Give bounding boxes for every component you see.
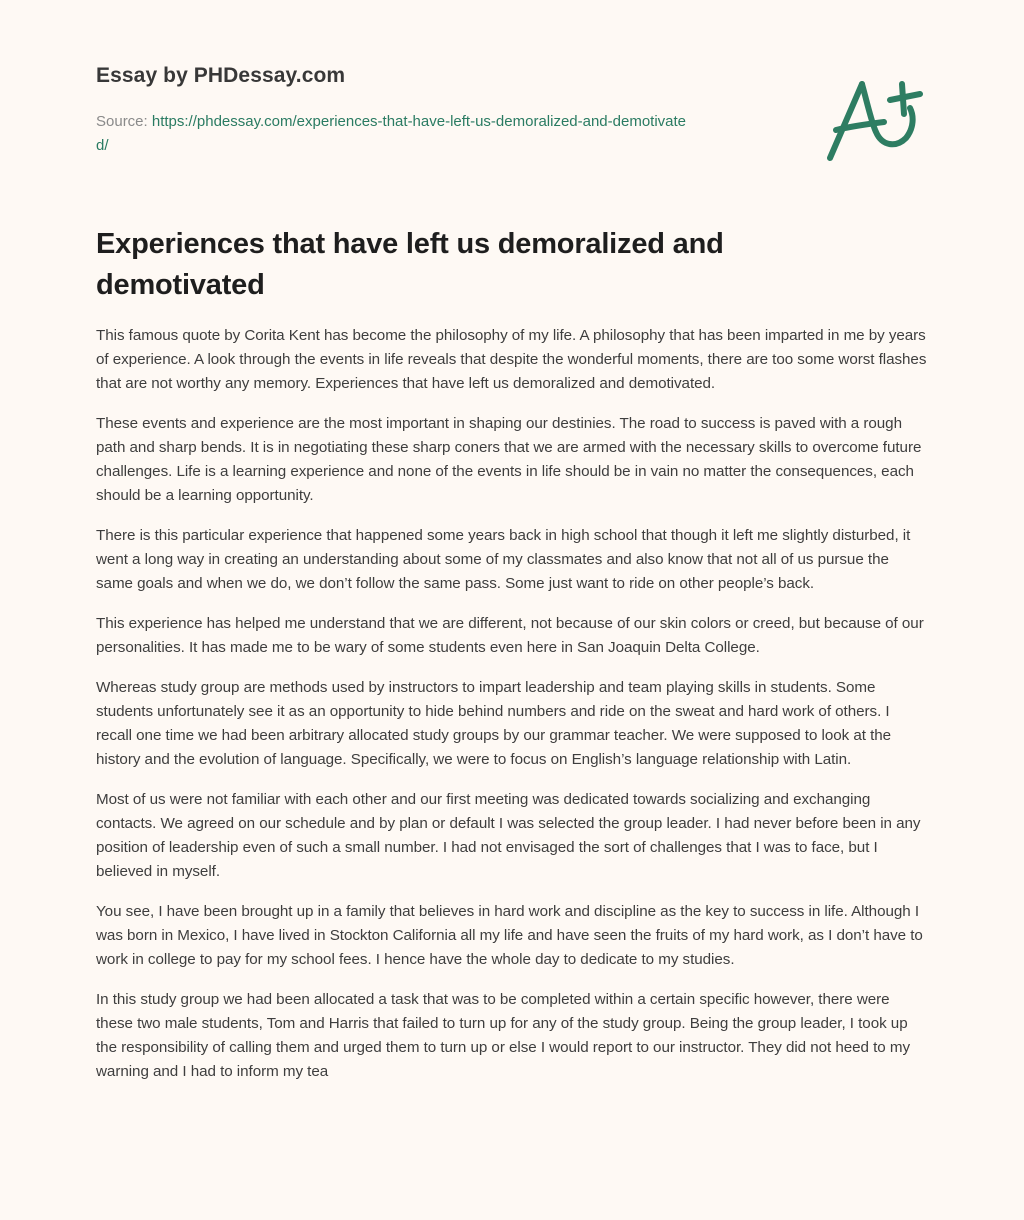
essay-paragraph: Most of us were not familiar with each other and our first meeting was dedicated towards socializing and exchanging contacts. We agreed on our schedule and by plan or default I was selected the group leader. I had never before been in any position of leadership even of such a small number. I had not envisaged the sort of challenges that I was to face, but I believed in myself.	[96, 791, 921, 880]
source-line	[96, 110, 696, 158]
brand-title: Essay by PHDessay.com	[96, 64, 346, 87]
essay-paragraph: You see, I have been brought up in a family that believes in hard work and discipline as the key to success in life. Although I was born in Mexico, I have lived in Stockton California all my life and have seen the fruits of my hard work, as I don’t have to work in college to pay for my school fees. I hence have the whole day to dedicate to my studies.	[96, 903, 923, 968]
essay-paragraph: This experience has helped me understand that we are different, not because of our skin colors or creed, but because of our personalities. It has made me to be wary of some students even here in San Joaquin Delta College.	[96, 615, 924, 656]
a-plus-grade-icon	[824, 66, 928, 166]
essay-paragraph: There is this particular experience that happened some years back in high school that though it left me slightly disturbed, it went a long way in creating an understanding about some of my classmates and also know that not all of us pursue the same goals and when we do, we don’t follow the same pass. Some just want to ride on other people’s back.	[96, 527, 911, 592]
source-link[interactable]: https://phdessay.com/experiences-that-have-left-us-demoralized-and-demotivated/	[96, 113, 687, 154]
essay-paragraph: These events and experience are the most important in shaping our destinies. The road to success is paved with a rough path and sharp bends. It is in negotiating these sharp coners that we are armed with the necessary skills to overcome future challenges. Life is a learning experience and none of the events in life should be in vain no matter the consequences, each should be a learning opportunity.	[96, 415, 922, 504]
essay-paragraph: Whereas study group are methods used by instructors to impart leadership and team playing skills in students. Some students unfortunately see it as an opportunity to hide behind numbers and ride on the sweat and hard work of others. I recall one time we had been arbitrary allocated study groups by our grammar teacher. We were supposed to look at the history and the evolution of language. Specifically, we were to focus on English’s language relationship with Latin.	[96, 679, 892, 768]
essay-page	[96, 0, 928, 1080]
essay-paragraph: In this study group we had been allocated a task that was to be completed within a certain specific however, there were these two male students, Tom and Harris that failed to turn up for any of the study group. Being the group leader, I took up the responsibility of calling them and urged them to turn up or else I would report to our instructor. They did not heed to my warning and I had to inform my tea	[96, 991, 910, 1080]
source-label: Source:	[96, 113, 152, 130]
essay-body	[96, 324, 928, 1100]
site-header	[96, 0, 928, 200]
essay-title: Experiences that have left us demoralized and demotivated	[96, 228, 724, 301]
essay-paragraph: This famous quote by Corita Kent has become the philosophy of my life. A philosophy that has been imparted in me by years of experience. A look through the events in life reveals that despite the wonderful moments, there are too some worst flashes that are not worthy any memory. Experiences that have left us demoralized and demotivated.	[96, 327, 927, 392]
